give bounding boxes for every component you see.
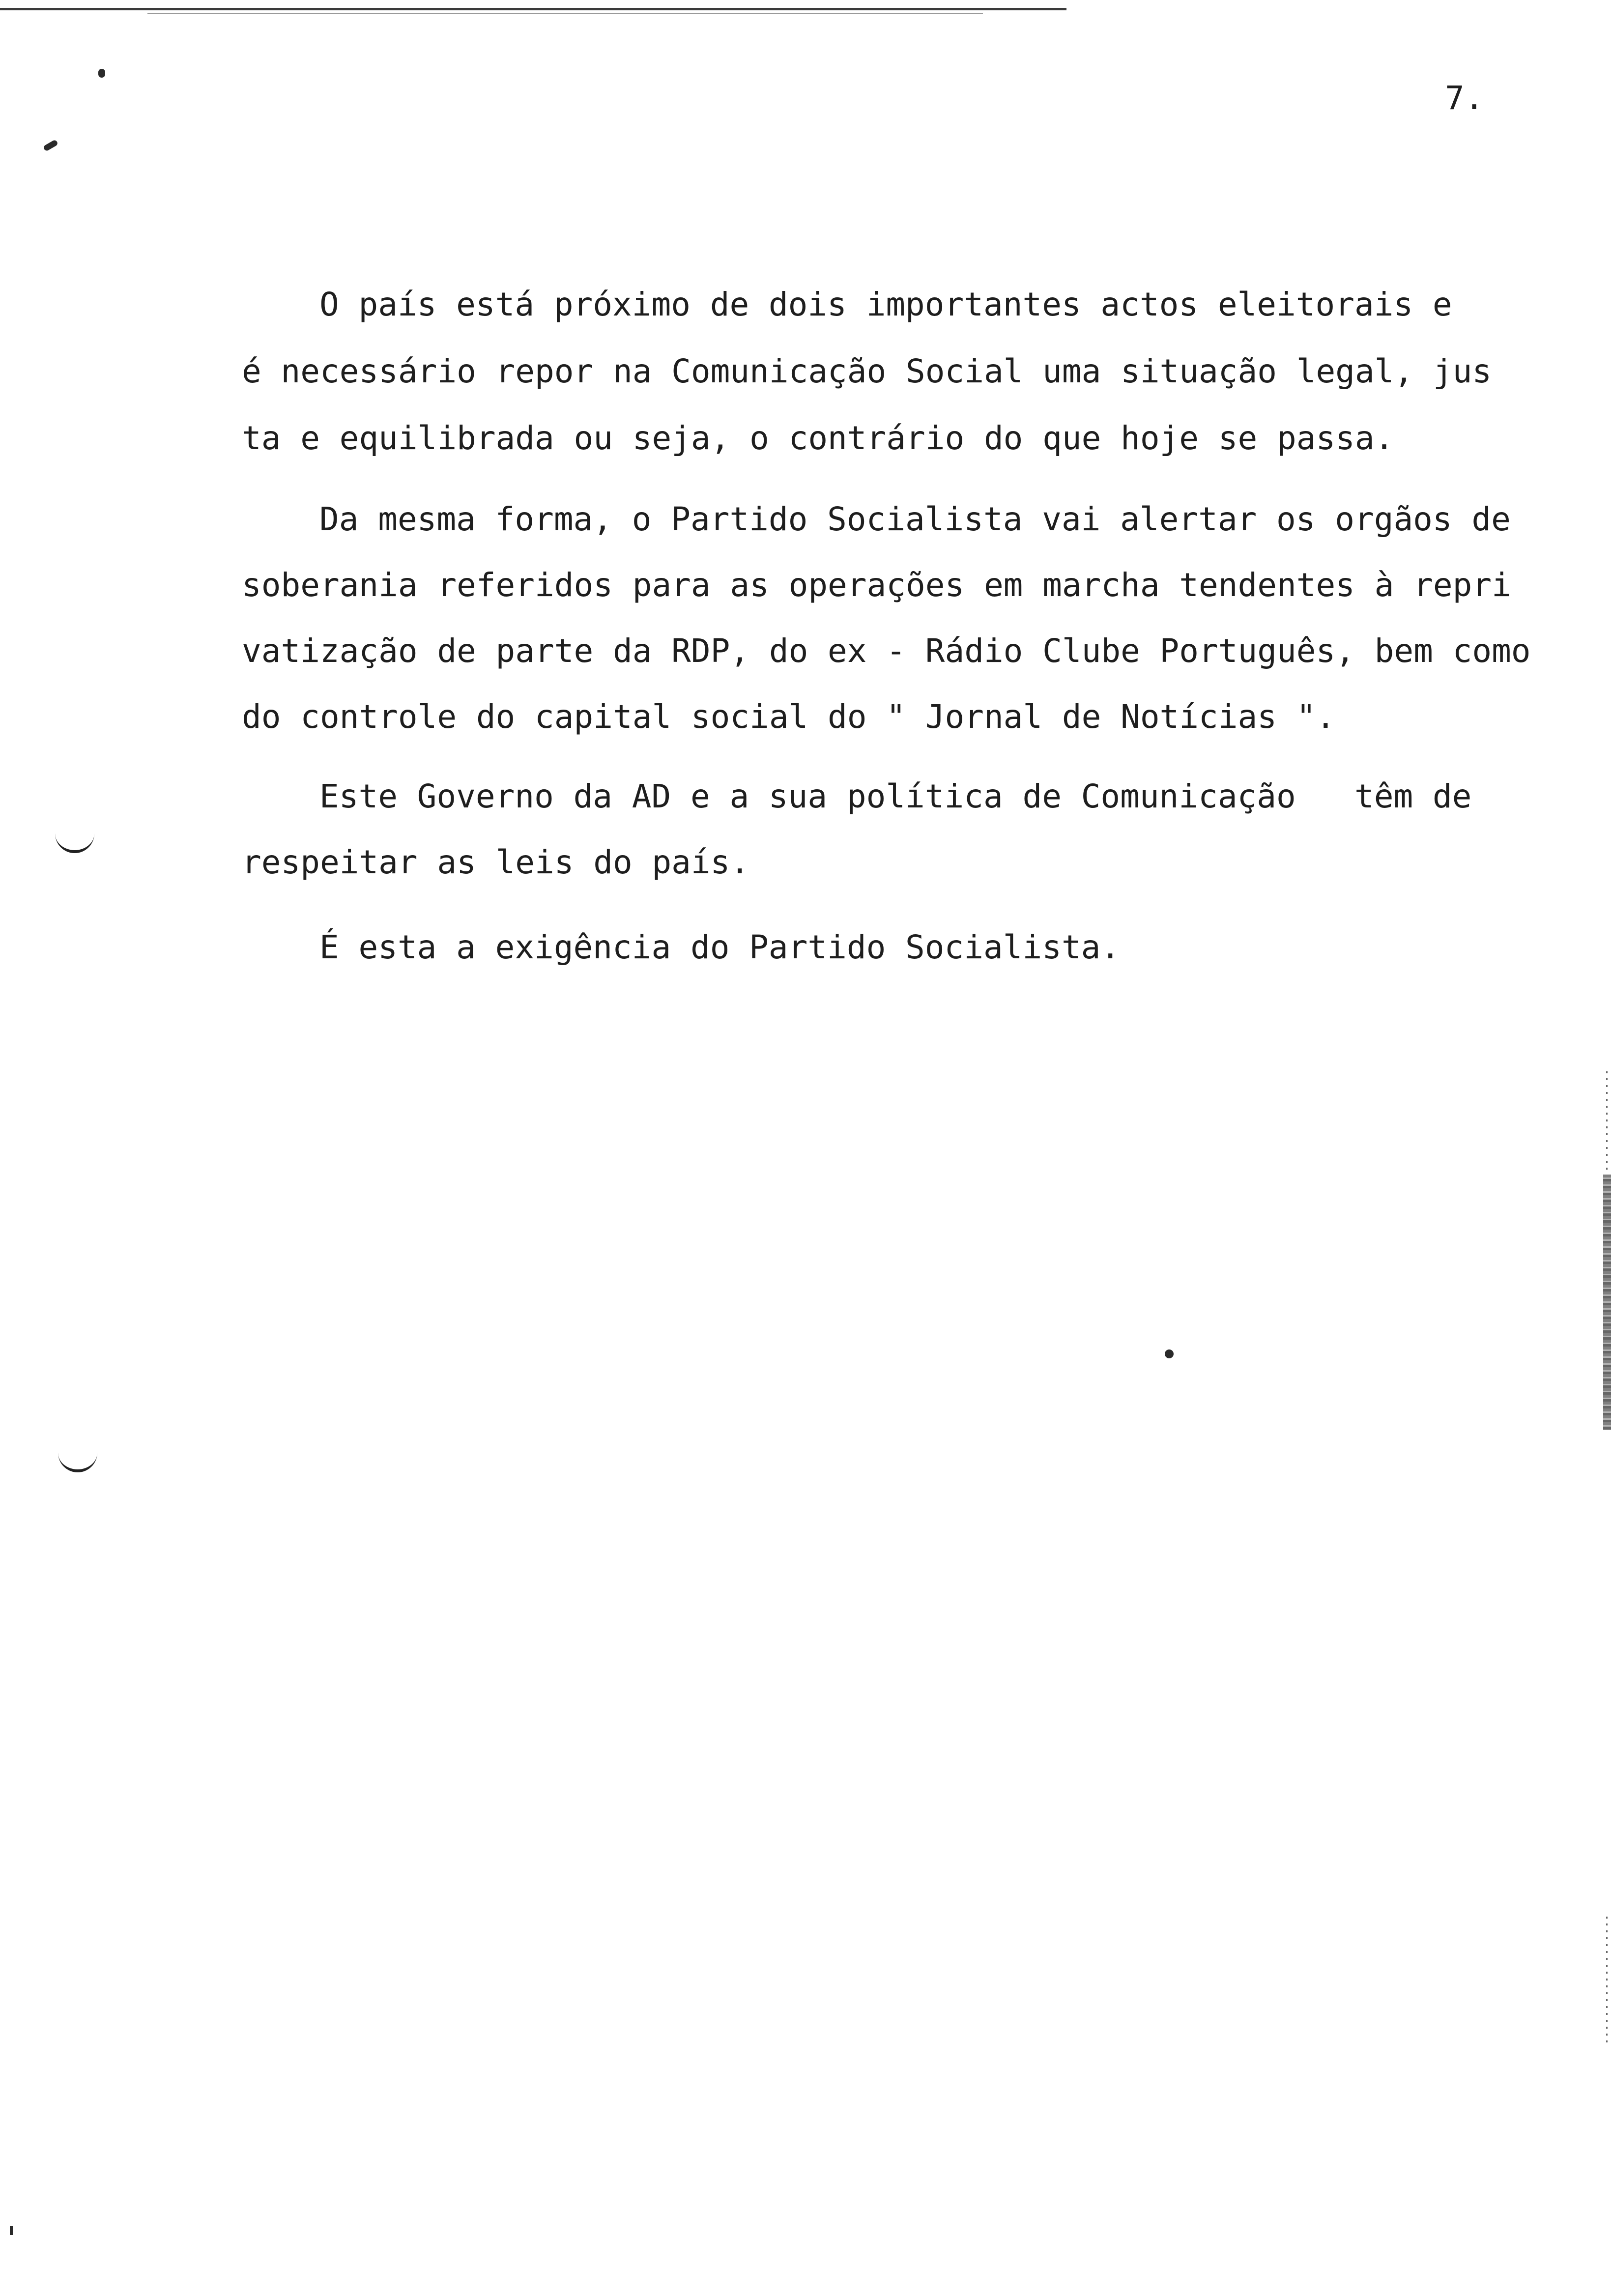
paragraph-line: É esta a exigência do Partido Socialista. — [319, 928, 1121, 966]
scan-edge-dots — [1606, 1917, 1608, 2044]
paragraph-line: vatização de parte da RDP, do ex - Rádio Clube Português, bem como — [242, 632, 1531, 670]
paragraph-line: Da mesma forma, o Partido Socialista vai alertar os orgãos de — [319, 500, 1511, 538]
binder-hole-mark — [55, 831, 94, 853]
paragraph-line: do controle do capital social do " Jornal de Notícias ". — [242, 698, 1336, 736]
scan-speck — [10, 2226, 13, 2235]
paragraph-2 — [242, 487, 1531, 750]
scan-speck — [1165, 1349, 1174, 1358]
scan-edge-artifact — [1603, 1175, 1611, 1430]
top-rule — [0, 8, 1066, 10]
paragraph-line: O país está próximo de dois importantes actos eleitorais e — [319, 286, 1452, 323]
top-rule-faint — [147, 13, 983, 14]
paragraph-line: ta e equilibrada ou seja, o contrário do que hoje se passa. — [242, 419, 1394, 457]
scan-edge-dots — [1606, 1071, 1608, 1170]
paragraph-3 — [242, 764, 1471, 895]
paragraph-line: respeitar as leis do país. — [242, 843, 750, 881]
paragraph-line: Este Governo da AD e a sua política de Comunicação têm de — [319, 777, 1472, 815]
scan-speck — [43, 139, 58, 151]
paragraph-1 — [242, 271, 1492, 472]
paragraph-line: soberania referidos para as operações em marcha tendentes à repri — [242, 566, 1511, 604]
paragraph-line: é necessário repor na Comunicação Social uma situação legal, jus — [242, 352, 1492, 390]
page-number: 7. — [1445, 79, 1484, 117]
binder-hole-mark — [58, 1450, 97, 1472]
paragraph-4 — [319, 928, 1120, 967]
scan-speck — [98, 69, 105, 78]
